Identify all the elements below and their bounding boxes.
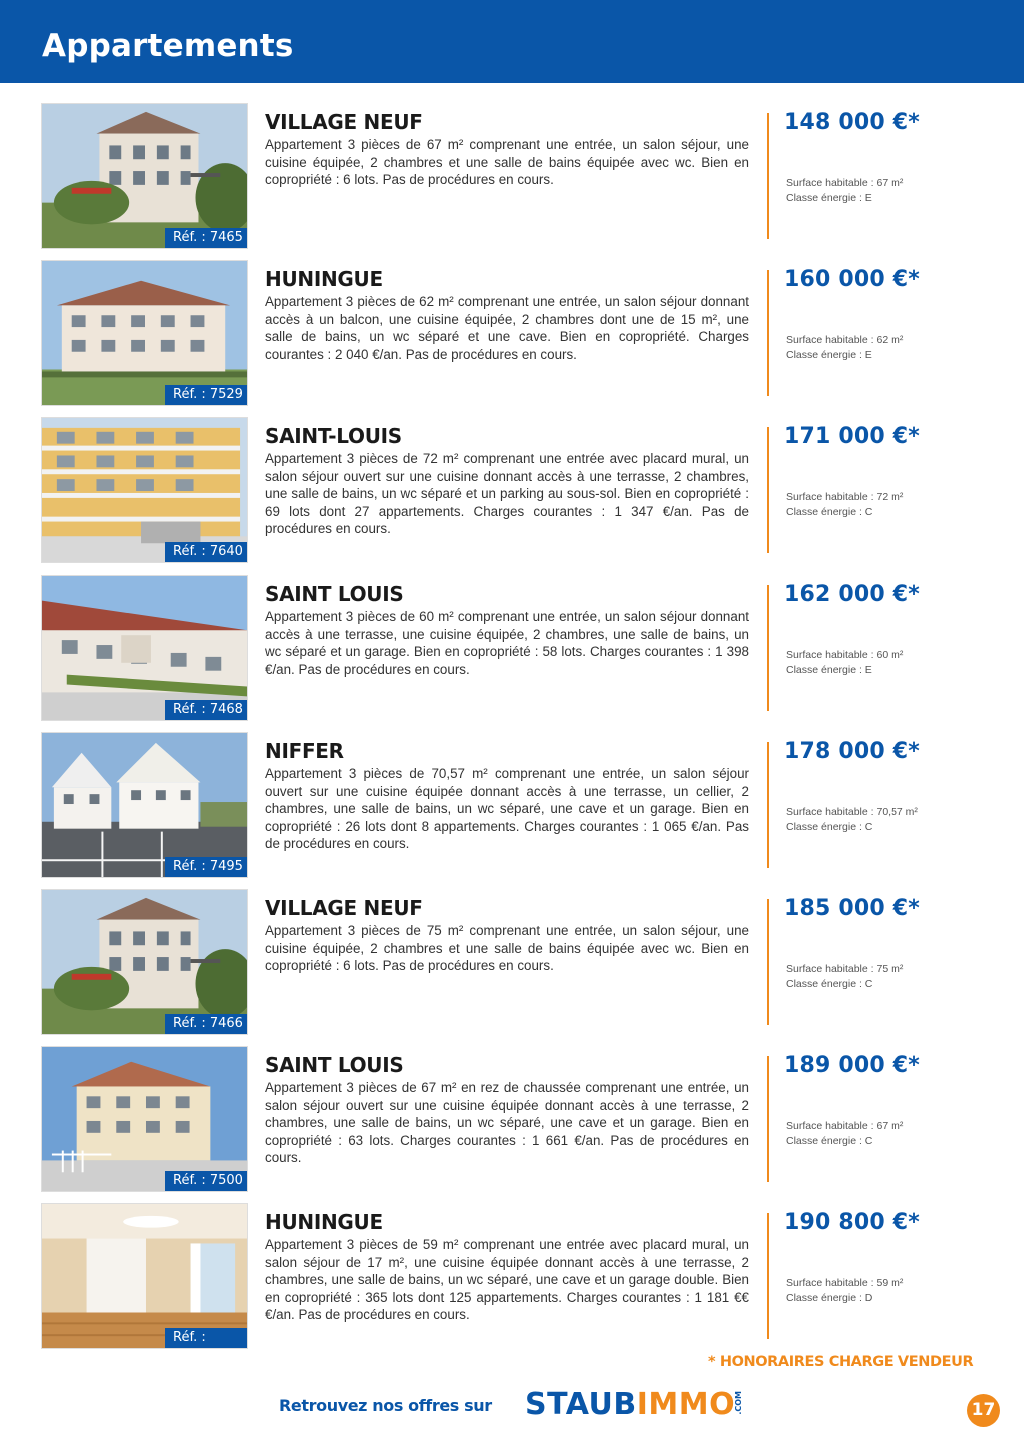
surface-habitable: Surface habitable : 70,57 m² [786, 806, 918, 818]
listing-title: NIFFER [265, 739, 344, 763]
reference-badge: Réf. : 7640 [165, 542, 247, 562]
listing-description: Appartement 3 pièces de 70,57 m² comprenant une entrée, un salon séjour ouvert sur une cuisine équipée donnant accès à une terrasse, un cellier, 2 chambres, une salle de bains, un wc séparé, une cave et un garage. Bien en copropriété : 26 lots dont 8 appartements. Charges courantes : 1 065 €/an. Pas de procédures en cours. [265, 766, 749, 852]
listing-photo[interactable] [41, 1203, 248, 1349]
listing-specs [786, 805, 918, 835]
page-header [0, 0, 1024, 83]
listing-price: 162 000 €* [784, 582, 920, 607]
listing-card[interactable] [0, 889, 1024, 1039]
listing-card[interactable] [0, 417, 1024, 567]
surface-habitable: Surface habitable : 59 m² [786, 1277, 904, 1289]
listing-price: 189 000 €* [784, 1053, 920, 1078]
listing-photo[interactable] [41, 260, 248, 406]
page-number: 17 [967, 1394, 1000, 1427]
logo-staub: STAUB [525, 1387, 637, 1422]
listing-description: Appartement 3 pièces de 62 m² comprenant une entrée, un salon séjour donnant accès à un balcon, une cuisine équipée, 2 chambres dont une de 15 m², une salle de bains, un wc séparé et une cave. Bien en copropriété. Charges courantes : 2 040 €/an. Pas de procédures en cours. [265, 294, 749, 362]
listing-description: Appartement 3 pièces de 72 m² comprenant une entrée avec placard mural, un salon séjour ouvert sur une cuisine donnant accès à une terrasse, 2 chambres, une salle de bains, un wc séparé et un parking au sous-sol. Bien en copropriété : 69 lots dont 27 appartements. Charges courantes : 1 347 €/an. Pas de procédures en cours. [265, 451, 749, 537]
listing-title: SAINT LOUIS [265, 1053, 404, 1077]
logo-com: .COM [734, 1391, 743, 1415]
listing-specs [786, 962, 903, 992]
price-divider [767, 1056, 769, 1182]
classe-energie: Classe énergie : C [786, 1135, 873, 1147]
fee-note: * HONORAIRES CHARGE VENDEUR [708, 1354, 974, 1370]
listing-price: 185 000 €* [784, 896, 920, 921]
listing-description: Appartement 3 pièces de 59 m² comprenant une entrée avec placard mural, un salon séjour de 17 m², une cuisine équipée donnant accès à une terrasse, 2 chambres, une salle de bains, un wc séparé, une cave et un garage double. Bien en copropriété : 365 lots dont 125 appartements. Charges courantes : 1 181 €€€/an. Pas de procédures en cours. [265, 1237, 749, 1323]
surface-habitable: Surface habitable : 67 m² [786, 177, 904, 189]
listing-photo[interactable] [41, 103, 248, 249]
reference-badge: Réf. : 7495 [165, 857, 247, 877]
reference-badge: Réf. : 7465 [165, 228, 247, 248]
surface-habitable: Surface habitable : 60 m² [786, 649, 904, 661]
listing-card[interactable] [0, 103, 1024, 253]
listing-card[interactable] [0, 575, 1024, 725]
listing-title: HUNINGUE [265, 1210, 383, 1234]
listing-price: 178 000 €* [784, 739, 920, 764]
staubimmo-logo[interactable] [525, 1385, 743, 1425]
classe-energie: Classe énergie : C [786, 978, 873, 990]
reference-badge: Réf. : 7529 [165, 385, 247, 405]
classe-energie: Classe énergie : D [786, 1292, 873, 1304]
price-divider [767, 113, 769, 239]
surface-habitable: Surface habitable : 67 m² [786, 1120, 904, 1132]
surface-habitable: Surface habitable : 72 m² [786, 491, 904, 503]
footer-tagline: Retrouvez nos offres sur [279, 1396, 492, 1415]
listing-photo[interactable] [41, 732, 248, 878]
price-divider [767, 427, 769, 553]
listing-specs [786, 1276, 903, 1306]
classe-energie: Classe énergie : E [786, 349, 872, 361]
listing-title: SAINT LOUIS [265, 582, 404, 606]
reference-badge: Réf. : 7468 [165, 700, 247, 720]
listing-specs [786, 333, 903, 363]
price-divider [767, 742, 769, 868]
price-divider [767, 585, 769, 711]
listing-price: 190 800 €* [784, 1210, 920, 1235]
classe-energie: Classe énergie : E [786, 664, 872, 676]
listing-description: Appartement 3 pièces de 67 m² comprenant une entrée, un salon séjour, une cuisine équipée, 2 chambres et une salle de bains équipée avec wc. Bien en copropriété : 6 lots. Pas de procédures en cours. [265, 137, 749, 188]
listing-description: Appartement 3 pièces de 67 m² en rez de chaussée comprenant une entrée, un salon séjour ouvert sur une cuisine équipée donnant accès à une terrasse, 2 chambres, une salle de bains, un wc séparé, une cave et un garage. Bien en copropriété : 63 lots. Charges courantes : 1 661 €/an. Pas de procédures en cours. [265, 1080, 749, 1166]
classe-energie: Classe énergie : C [786, 506, 873, 518]
classe-energie: Classe énergie : E [786, 192, 872, 204]
listing-title: HUNINGUE [265, 267, 383, 291]
price-divider [767, 1213, 769, 1339]
listing-photo[interactable] [41, 1046, 248, 1192]
page-title: Appartements [42, 28, 294, 64]
listing-description: Appartement 3 pièces de 60 m² comprenant une entrée, un salon séjour donnant accès à une terrasse, une cuisine équipée, 2 chambres, une salle de bains, un wc séparé et un garage. Bien en copropriété : 58 lots. Charges courantes : 1 398 €/an. Pas de procédures en cours. [265, 609, 749, 677]
listing-photo[interactable] [41, 889, 248, 1035]
logo-immo: IMMO [636, 1387, 736, 1422]
listing-title: VILLAGE NEUF [265, 110, 423, 134]
listing-photo[interactable] [41, 575, 248, 721]
listing-title: VILLAGE NEUF [265, 896, 423, 920]
surface-habitable: Surface habitable : 62 m² [786, 334, 904, 346]
listing-card[interactable] [0, 260, 1024, 410]
reference-badge: Réf. : 7466 [165, 1014, 247, 1034]
listing-title: SAINT-LOUIS [265, 424, 402, 448]
listing-price: 171 000 €* [784, 424, 920, 449]
listing-card[interactable] [0, 1046, 1024, 1196]
reference-badge: Réf. : [165, 1328, 247, 1348]
listing-specs [786, 490, 903, 520]
reference-badge: Réf. : 7500 [165, 1171, 247, 1191]
listing-specs [786, 1119, 903, 1149]
listing-price: 160 000 €* [784, 267, 920, 292]
price-divider [767, 270, 769, 396]
classe-energie: Classe énergie : C [786, 821, 873, 833]
listing-card[interactable] [0, 732, 1024, 882]
listing-description: Appartement 3 pièces de 75 m² comprenant une entrée, un salon séjour, une cuisine équipée, 2 chambres et une salle de bains équipée avec wc. Bien en copropriété : 6 lots. Pas de procédures en cours. [265, 923, 749, 974]
listing-card[interactable] [0, 1203, 1024, 1353]
surface-habitable: Surface habitable : 75 m² [786, 963, 904, 975]
listing-price: 148 000 €* [784, 110, 920, 135]
listing-specs [786, 648, 903, 678]
listing-photo[interactable] [41, 417, 248, 563]
listing-specs [786, 176, 903, 206]
price-divider [767, 899, 769, 1025]
